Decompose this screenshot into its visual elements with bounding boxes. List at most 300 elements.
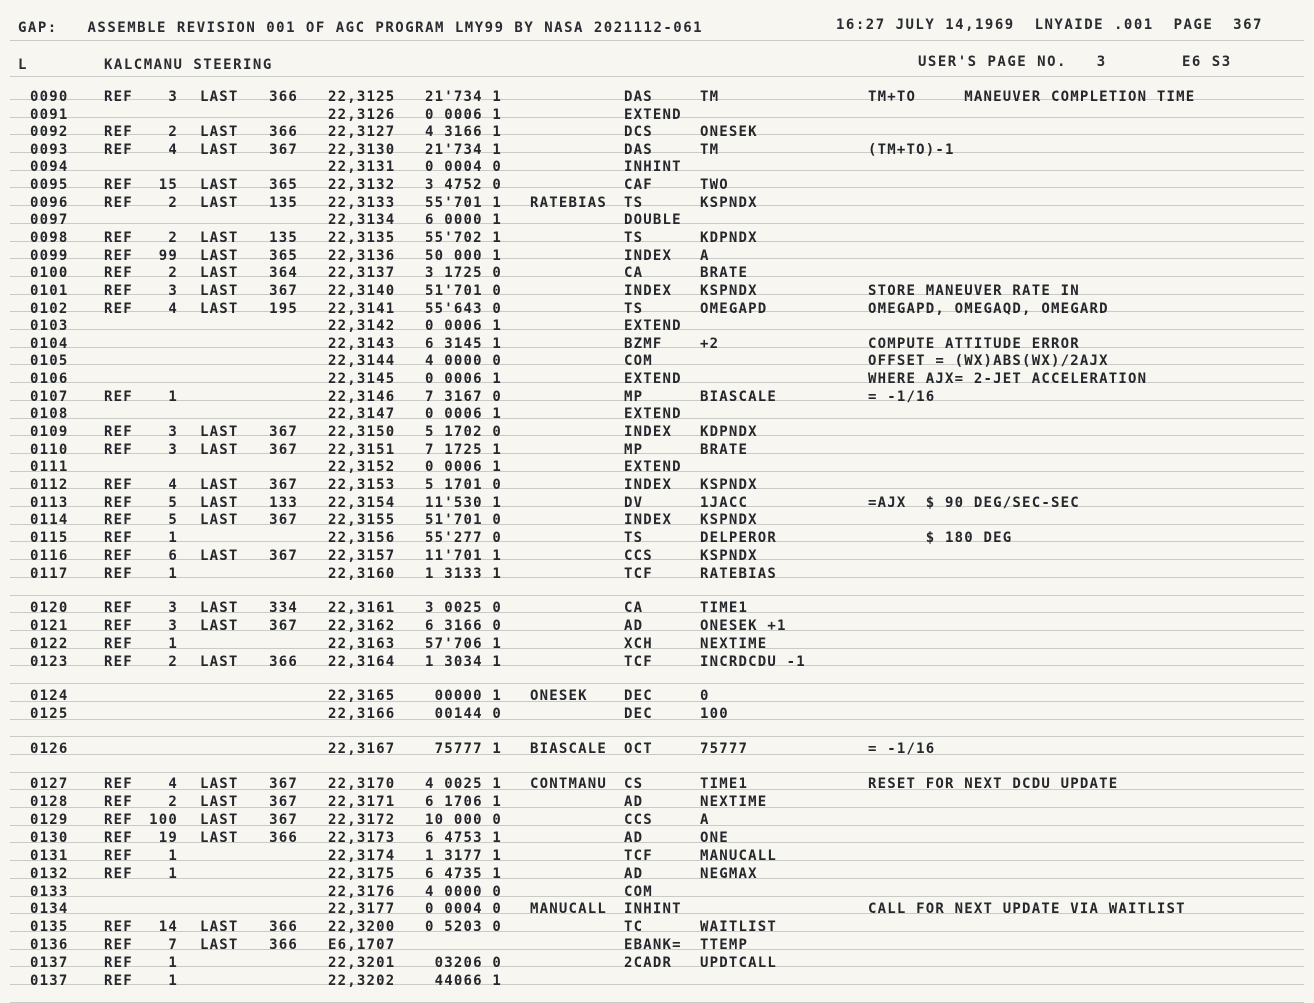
last-keyword: LAST — [200, 495, 239, 511]
opcode: TCF — [624, 566, 653, 582]
line-number: 0090 — [30, 89, 69, 105]
address: 22,3156 — [328, 530, 396, 546]
address: 22,3140 — [328, 283, 396, 299]
listing-line — [0, 229, 1314, 247]
address: 22,3133 — [328, 195, 396, 211]
octal-word: 55'701 1 — [424, 195, 502, 211]
line-number: 0103 — [30, 318, 69, 334]
last-page: 367 — [269, 477, 298, 493]
opcode: EXTEND — [624, 318, 682, 334]
opcode: EXTEND — [624, 406, 682, 422]
operand: ONE — [700, 830, 729, 846]
address: 22,3125 — [328, 89, 396, 105]
line-number: 0121 — [30, 618, 69, 634]
comment: CALL FOR NEXT UPDATE VIA WAITLIST — [868, 901, 1186, 917]
ref-keyword: REF — [104, 636, 133, 652]
operand: TTEMP — [700, 937, 749, 953]
ref-count: 1 — [168, 866, 178, 882]
octal-word: 5 1702 0 — [424, 424, 502, 440]
opcode: EBANK= — [624, 937, 682, 953]
listing-line — [0, 335, 1314, 353]
line-number: 0133 — [30, 884, 69, 900]
last-keyword: LAST — [200, 654, 239, 670]
address: 22,3147 — [328, 406, 396, 422]
line-number: 0093 — [30, 142, 69, 158]
last-page: 367 — [269, 283, 298, 299]
listing-line — [0, 740, 1314, 758]
ref-count: 7 — [168, 937, 178, 953]
octal-word: 0 0004 0 — [424, 901, 502, 917]
listing-line — [0, 405, 1314, 423]
ref-count: 2 — [168, 195, 178, 211]
address: 22,3163 — [328, 636, 396, 652]
octal-word: 10 000 0 — [424, 812, 502, 828]
octal-word: 6 4735 1 — [424, 866, 502, 882]
line-number: 0113 — [30, 495, 69, 511]
listing-line — [0, 847, 1314, 865]
opcode: MP — [624, 442, 644, 458]
ref-count: 6 — [168, 548, 178, 564]
ref-count: 5 — [168, 512, 178, 528]
last-keyword: LAST — [200, 548, 239, 564]
ref-count: 2 — [168, 230, 178, 246]
address: 22,3153 — [328, 477, 396, 493]
ref-count: 19 — [158, 830, 178, 846]
opcode: EXTEND — [624, 459, 682, 475]
ref-keyword: REF — [104, 530, 133, 546]
listing-line — [0, 317, 1314, 335]
operand: A — [700, 248, 710, 264]
address: 22,3136 — [328, 248, 396, 264]
operand: A — [700, 812, 710, 828]
ref-keyword: REF — [104, 177, 133, 193]
operand: DELPEROR — [700, 530, 778, 546]
octal-word: 55'277 0 — [424, 530, 502, 546]
comment: OMEGAPD, OMEGAQD, OMEGARD — [868, 301, 1109, 317]
ref-keyword: REF — [104, 495, 133, 511]
opcode: AD — [624, 618, 644, 634]
comment: COMPUTE ATTITUDE ERROR — [868, 336, 1080, 352]
ref-keyword: REF — [104, 248, 133, 264]
address: 22,3160 — [328, 566, 396, 582]
line-number: 0137 — [30, 955, 69, 971]
comment: (TM+TO)-1 — [868, 142, 955, 158]
last-page: 367 — [269, 548, 298, 564]
line-number: 0124 — [30, 688, 69, 704]
listing-line — [0, 370, 1314, 388]
address: 22,3173 — [328, 830, 396, 846]
address: 22,3155 — [328, 512, 396, 528]
listing-line — [0, 158, 1314, 176]
operand: KSPNDX — [700, 477, 758, 493]
operand: KDPNDX — [700, 230, 758, 246]
listing-line — [0, 123, 1314, 141]
address: 22,3162 — [328, 618, 396, 634]
opcode: INDEX — [624, 477, 673, 493]
last-keyword: LAST — [200, 512, 239, 528]
operand: NEXTIME — [700, 794, 768, 810]
opcode: DEC — [624, 706, 653, 722]
ref-count: 5 — [168, 495, 178, 511]
listing-line — [0, 106, 1314, 124]
listing-line — [0, 211, 1314, 229]
ref-count: 1 — [168, 530, 178, 546]
address: 22,3174 — [328, 848, 396, 864]
operand: INCRDCDU -1 — [700, 654, 806, 670]
last-page: 366 — [269, 124, 298, 140]
address: 22,3132 — [328, 177, 396, 193]
opcode: INDEX — [624, 424, 673, 440]
address: 22,3135 — [328, 230, 396, 246]
octal-word: 6 0000 1 — [424, 212, 502, 228]
line-number: 0092 — [30, 124, 69, 140]
ref-keyword: REF — [104, 848, 133, 864]
line-number: 0132 — [30, 866, 69, 882]
listing-line — [0, 264, 1314, 282]
last-page: 334 — [269, 600, 298, 616]
address: 22,3170 — [328, 776, 396, 792]
opcode: XCH — [624, 636, 653, 652]
octal-word: 11'701 1 — [424, 548, 502, 564]
last-keyword: LAST — [200, 919, 239, 935]
last-page: 367 — [269, 794, 298, 810]
opcode: INDEX — [624, 248, 673, 264]
listing-line — [0, 829, 1314, 847]
header-right: 16:27 JULY 14,1969 LNYAIDE .001 PAGE 367 — [836, 17, 1263, 33]
last-keyword: LAST — [200, 177, 239, 193]
listing-line — [0, 176, 1314, 194]
line-number: 0129 — [30, 812, 69, 828]
octal-word: 44066 1 — [434, 973, 502, 989]
listing-line — [0, 423, 1314, 441]
address: 22,3150 — [328, 424, 396, 440]
ref-count: 2 — [168, 265, 178, 281]
listing-line — [0, 883, 1314, 901]
ref-count: 2 — [168, 654, 178, 670]
listing-line — [0, 705, 1314, 723]
address: 22,3142 — [328, 318, 396, 334]
address: 22,3202 — [328, 973, 396, 989]
address: E6,1707 — [328, 937, 396, 953]
last-page: 367 — [269, 142, 298, 158]
listing-line — [0, 547, 1314, 565]
label: ONESEK — [530, 688, 588, 704]
line-number: 0135 — [30, 919, 69, 935]
last-page: 366 — [269, 919, 298, 935]
last-page: 367 — [269, 618, 298, 634]
last-page: 133 — [269, 495, 298, 511]
operand: 0 — [700, 688, 710, 704]
ref-keyword: REF — [104, 937, 133, 953]
octal-word: 1 3034 1 — [424, 654, 502, 670]
operand: TIME1 — [700, 776, 749, 792]
octal-word: 0 5203 0 — [424, 919, 502, 935]
last-page: 365 — [269, 177, 298, 193]
last-page: 366 — [269, 654, 298, 670]
line-number: 0123 — [30, 654, 69, 670]
address: 22,3154 — [328, 495, 396, 511]
section-code: E6 S3 — [1182, 54, 1232, 70]
last-page: 365 — [269, 248, 298, 264]
octal-word: 4 0000 0 — [424, 353, 502, 369]
octal-word: 6 3145 1 — [424, 336, 502, 352]
octal-word: 0 0006 1 — [424, 107, 502, 123]
operand: KSPNDX — [700, 283, 758, 299]
line-number: 0126 — [30, 741, 69, 757]
address: 22,3164 — [328, 654, 396, 670]
ref-keyword: REF — [104, 548, 133, 564]
opcode: BZMF — [624, 336, 663, 352]
address: 22,3144 — [328, 353, 396, 369]
line-number: 0109 — [30, 424, 69, 440]
line-number: 0116 — [30, 548, 69, 564]
line-number: 0111 — [30, 459, 69, 475]
address: 22,3161 — [328, 600, 396, 616]
octal-word: 57'706 1 — [424, 636, 502, 652]
ref-count: 99 — [158, 248, 178, 264]
paper-rule — [10, 595, 1304, 596]
listing-line — [0, 476, 1314, 494]
octal-word: 6 3166 0 — [424, 618, 502, 634]
listing-line — [0, 388, 1314, 406]
operand: 1JACC — [700, 495, 749, 511]
line-number: 0099 — [30, 248, 69, 264]
operand: OMEGAPD — [700, 301, 768, 317]
opcode: CCS — [624, 548, 653, 564]
operand: BRATE — [700, 442, 749, 458]
listing-line — [0, 865, 1314, 883]
listing-line — [0, 900, 1314, 918]
opcode: EXTEND — [624, 107, 682, 123]
octal-word: 3 4752 0 — [424, 177, 502, 193]
opcode: COM — [624, 884, 653, 900]
comment: = -1/16 — [868, 389, 936, 405]
comment: = -1/16 — [868, 741, 936, 757]
opcode: COM — [624, 353, 653, 369]
listing-line — [0, 352, 1314, 370]
ref-count: 1 — [168, 636, 178, 652]
opcode: TC — [624, 919, 644, 935]
ref-keyword: REF — [104, 301, 133, 317]
ref-count: 4 — [168, 776, 178, 792]
ref-count: 15 — [158, 177, 178, 193]
operand: KSPNDX — [700, 195, 758, 211]
octal-word: 7 1725 1 — [424, 442, 502, 458]
operand: WAITLIST — [700, 919, 778, 935]
octal-word: 50 000 1 — [424, 248, 502, 264]
operand: MANUCALL — [700, 848, 778, 864]
opcode: OCT — [624, 741, 653, 757]
operand: KDPNDX — [700, 424, 758, 440]
listing-line — [0, 599, 1314, 617]
header-left: GAP: ASSEMBLE REVISION 001 OF AGC PROGRAM LMY99 BY NASA 2021112-061 — [18, 20, 704, 36]
divider — [10, 40, 1304, 41]
last-keyword: LAST — [200, 195, 239, 211]
octal-word: 03206 0 — [434, 955, 502, 971]
address: 22,3127 — [328, 124, 396, 140]
octal-word: 4 0025 1 — [424, 776, 502, 792]
address: 22,3176 — [328, 884, 396, 900]
listing-line — [0, 793, 1314, 811]
user-page-number: USER'S PAGE NO. 3 — [918, 54, 1107, 70]
ref-keyword: REF — [104, 618, 133, 634]
listing-line — [0, 529, 1314, 547]
octal-word: 51'701 0 — [424, 283, 502, 299]
label: CONTMANU — [530, 776, 608, 792]
opcode: EXTEND — [624, 371, 682, 387]
line-number: 0106 — [30, 371, 69, 387]
ref-keyword: REF — [104, 389, 133, 405]
ref-keyword: REF — [104, 265, 133, 281]
comment: TM+TO MANEUVER COMPLETION TIME — [868, 89, 1196, 105]
opcode: MP — [624, 389, 644, 405]
ref-keyword: REF — [104, 142, 133, 158]
last-keyword: LAST — [200, 424, 239, 440]
opcode: AD — [624, 830, 644, 846]
listing-line — [0, 511, 1314, 529]
address: 22,3177 — [328, 901, 396, 917]
listing-line — [0, 247, 1314, 265]
octal-word: 0 0006 1 — [424, 459, 502, 475]
comment: =AJX $ 90 DEG/SEC-SEC — [868, 495, 1080, 511]
last-keyword: LAST — [200, 142, 239, 158]
line-number: 0094 — [30, 159, 69, 175]
line-number: 0127 — [30, 776, 69, 792]
line-number: 0112 — [30, 477, 69, 493]
listing-line — [0, 972, 1314, 990]
line-number: 0108 — [30, 406, 69, 422]
operand: TM — [700, 89, 720, 105]
listing-line — [0, 954, 1314, 972]
ref-keyword: REF — [104, 973, 133, 989]
ref-count: 100 — [149, 812, 178, 828]
octal-word: 4 3166 1 — [424, 124, 502, 140]
opcode: INHINT — [624, 901, 682, 917]
address: 22,3172 — [328, 812, 396, 828]
ref-keyword: REF — [104, 195, 133, 211]
operand: ONESEK +1 — [700, 618, 787, 634]
opcode: TCF — [624, 654, 653, 670]
comment: OFFSET = (WX)ABS(WX)/2AJX — [868, 353, 1109, 369]
operand: RATEBIAS — [700, 566, 778, 582]
ref-count: 3 — [168, 600, 178, 616]
line-number: 0095 — [30, 177, 69, 193]
line-number: 0110 — [30, 442, 69, 458]
operand: BIASCALE — [700, 389, 778, 405]
listing-line — [0, 300, 1314, 318]
octal-word: 7 3167 0 — [424, 389, 502, 405]
address: 22,3151 — [328, 442, 396, 458]
line-number: 0122 — [30, 636, 69, 652]
address: 22,3167 — [328, 741, 396, 757]
opcode: CCS — [624, 812, 653, 828]
last-keyword: LAST — [200, 937, 239, 953]
listing-line — [0, 282, 1314, 300]
listing-line — [0, 687, 1314, 705]
octal-word: 55'643 0 — [424, 301, 502, 317]
line-number: 0136 — [30, 937, 69, 953]
ref-count: 4 — [168, 301, 178, 317]
octal-word: 0 0006 1 — [424, 406, 502, 422]
last-page: 367 — [269, 812, 298, 828]
opcode: 2CADR — [624, 955, 673, 971]
comment: RESET FOR NEXT DCDU UPDATE — [868, 776, 1119, 792]
address: 22,3134 — [328, 212, 396, 228]
last-keyword: LAST — [200, 442, 239, 458]
operand: TIME1 — [700, 600, 749, 616]
opcode: INHINT — [624, 159, 682, 175]
operand: KSPNDX — [700, 548, 758, 564]
opcode: CAF — [624, 177, 653, 193]
ref-keyword: REF — [104, 919, 133, 935]
opcode: TCF — [624, 848, 653, 864]
listing-line — [0, 441, 1314, 459]
ref-count: 2 — [168, 124, 178, 140]
address: 22,3175 — [328, 866, 396, 882]
ref-count: 1 — [168, 848, 178, 864]
line-number: 0091 — [30, 107, 69, 123]
opcode: CS — [624, 776, 644, 792]
last-keyword: LAST — [200, 301, 239, 317]
listing-line — [0, 936, 1314, 954]
octal-word: 1 3177 1 — [424, 848, 502, 864]
opcode: TS — [624, 195, 644, 211]
operand: NEXTIME — [700, 636, 768, 652]
opcode: DEC — [624, 688, 653, 704]
last-page: 367 — [269, 424, 298, 440]
ref-count: 4 — [168, 477, 178, 493]
line-number: 0137 — [30, 973, 69, 989]
ref-count: 4 — [168, 142, 178, 158]
ref-keyword: REF — [104, 955, 133, 971]
comment: $ 180 DEG — [868, 530, 1013, 546]
line-number: 0114 — [30, 512, 69, 528]
ref-keyword: REF — [104, 866, 133, 882]
octal-word: 6 4753 1 — [424, 830, 502, 846]
octal-word: 00000 1 — [434, 688, 502, 704]
ref-count: 1 — [168, 566, 178, 582]
operand: ONESEK — [700, 124, 758, 140]
address: 22,3152 — [328, 459, 396, 475]
ref-keyword: REF — [104, 442, 133, 458]
ref-keyword: REF — [104, 424, 133, 440]
line-number: 0125 — [30, 706, 69, 722]
octal-word: 5 1701 0 — [424, 477, 502, 493]
listing-line — [0, 635, 1314, 653]
listing-line — [0, 775, 1314, 793]
line-number: 0131 — [30, 848, 69, 864]
sub-left: L — [18, 57, 28, 73]
opcode: AD — [624, 866, 644, 882]
octal-word: 4 0000 0 — [424, 884, 502, 900]
octal-word: 51'701 0 — [424, 512, 502, 528]
line-number: 0128 — [30, 794, 69, 810]
last-keyword: LAST — [200, 265, 239, 281]
label: RATEBIAS — [530, 195, 608, 211]
ref-keyword: REF — [104, 512, 133, 528]
line-number: 0107 — [30, 389, 69, 405]
line-number: 0101 — [30, 283, 69, 299]
ref-keyword: REF — [104, 830, 133, 846]
opcode: INDEX — [624, 512, 673, 528]
ref-count: 1 — [168, 973, 178, 989]
octal-word: 55'702 1 — [424, 230, 502, 246]
last-keyword: LAST — [200, 812, 239, 828]
operand: 100 — [700, 706, 729, 722]
octal-word: 6 1706 1 — [424, 794, 502, 810]
line-number: 0117 — [30, 566, 69, 582]
line-number: 0130 — [30, 830, 69, 846]
